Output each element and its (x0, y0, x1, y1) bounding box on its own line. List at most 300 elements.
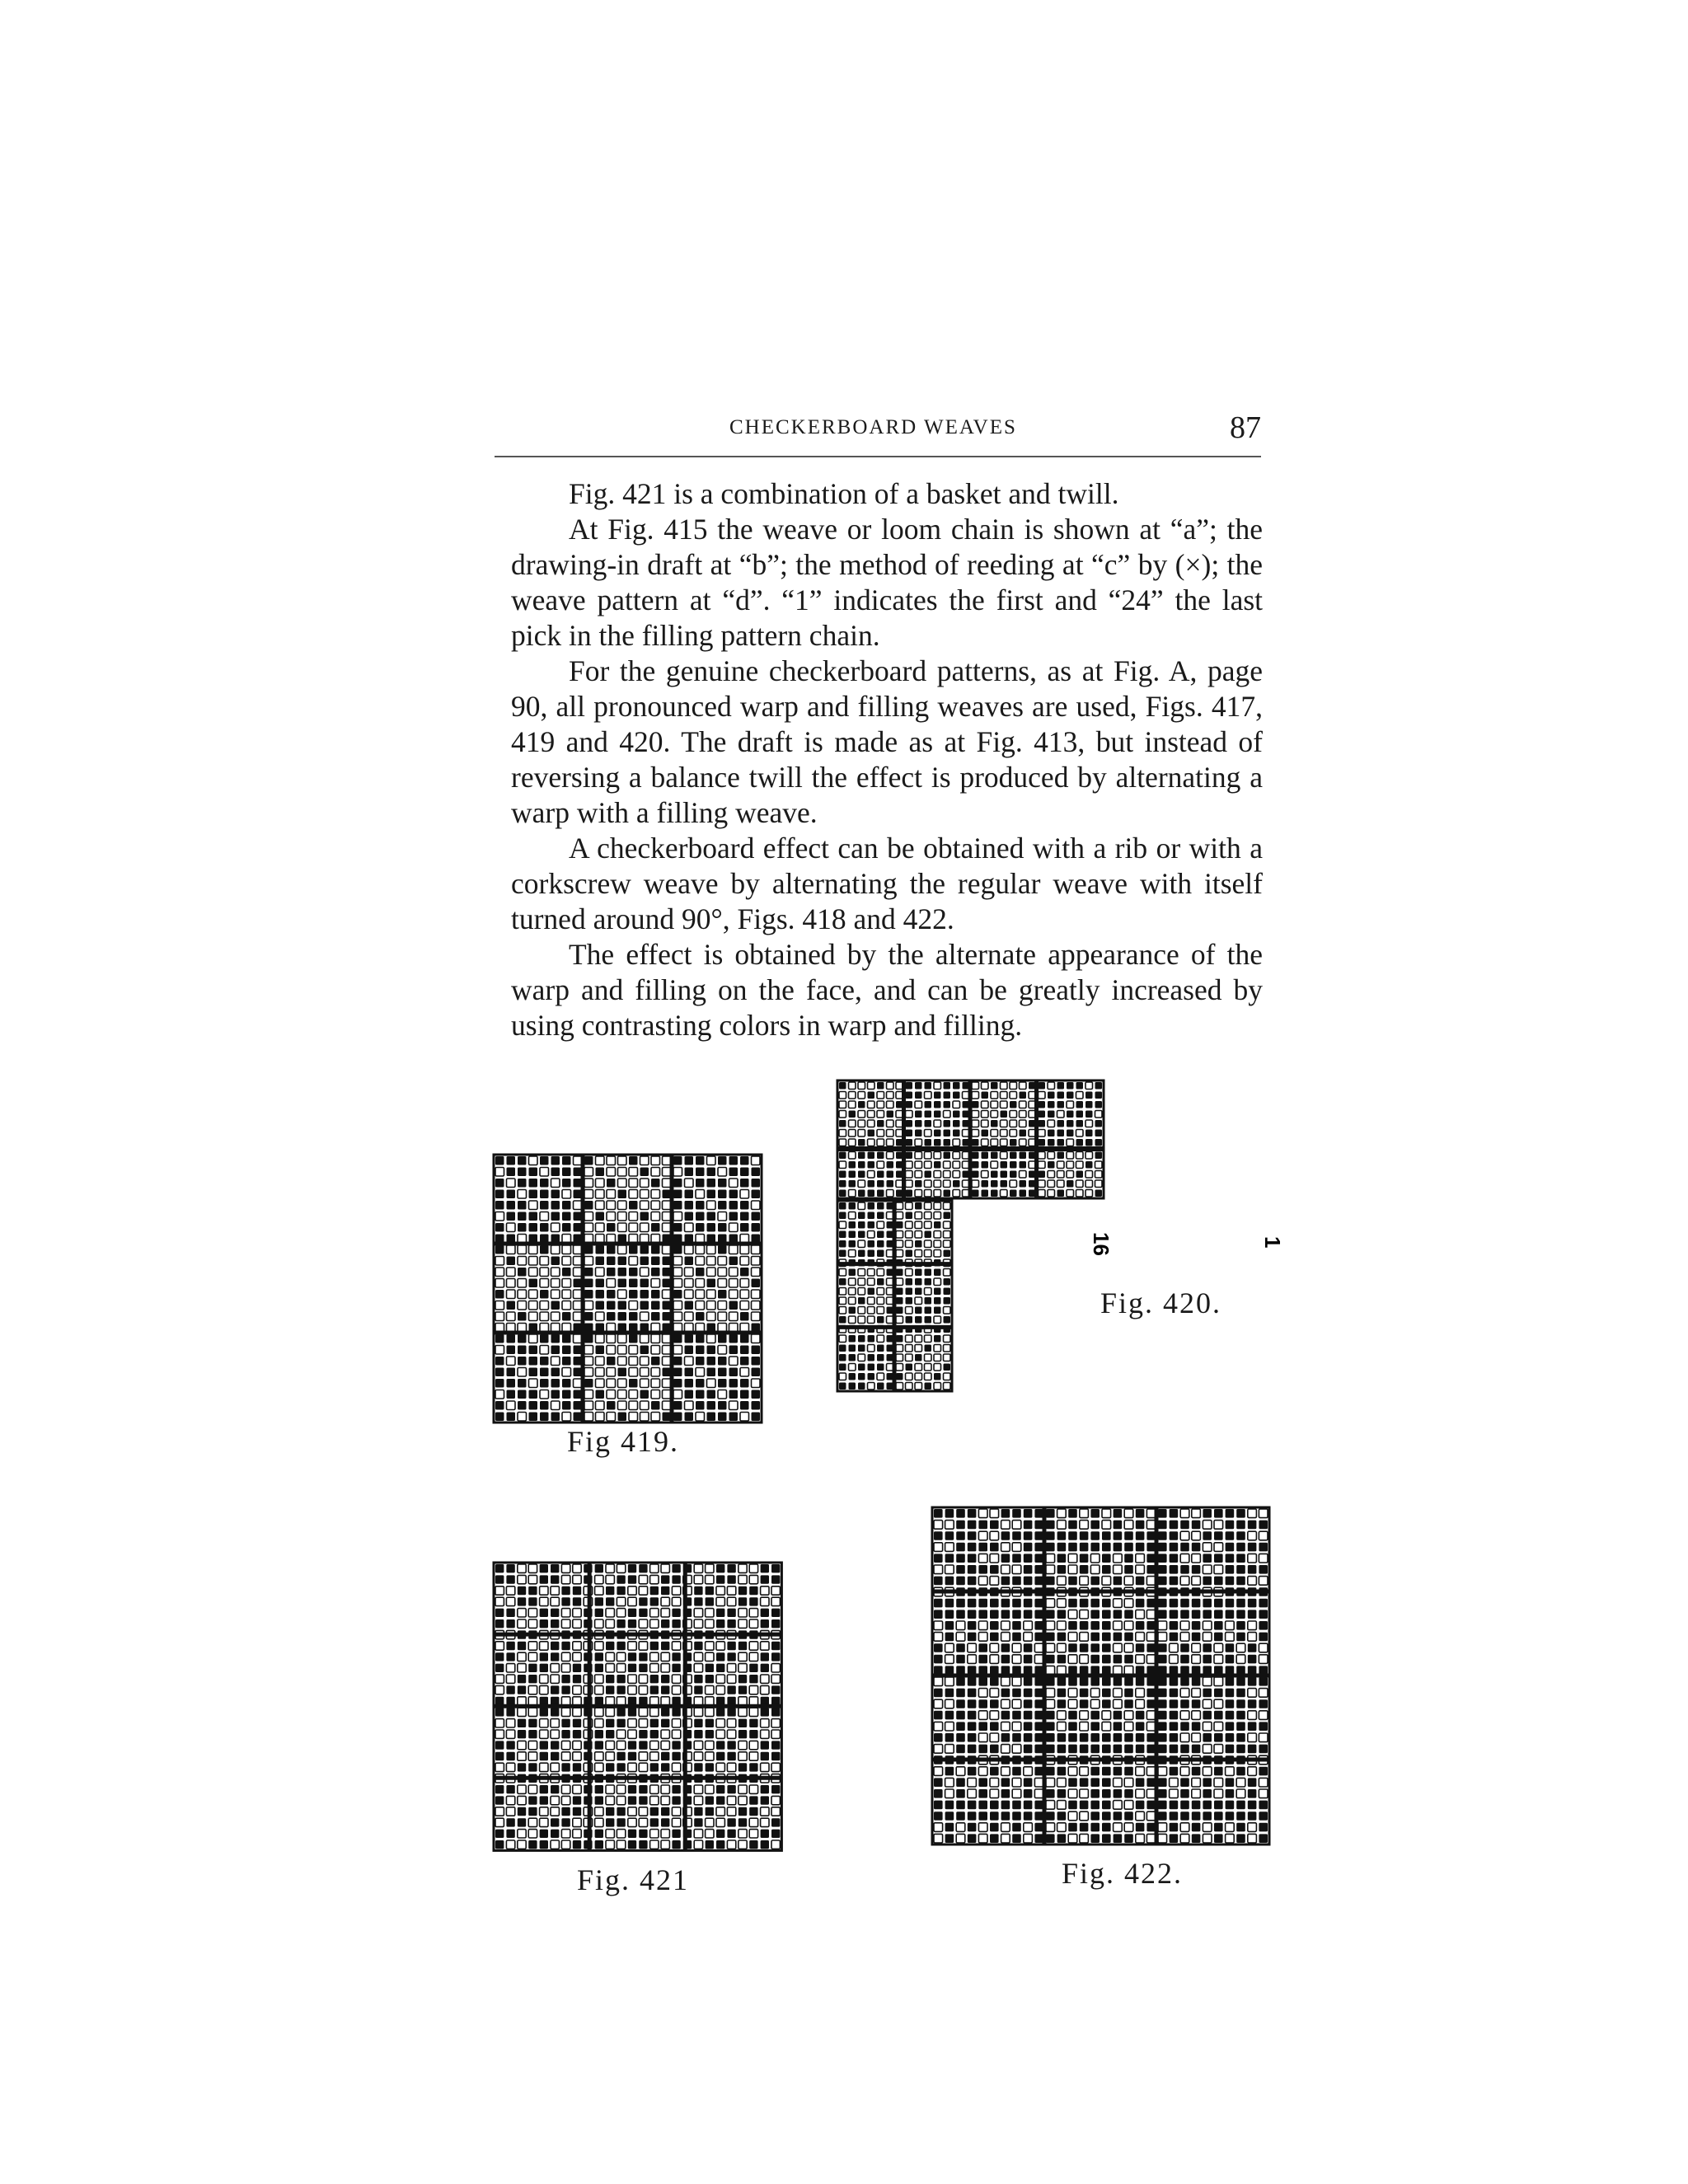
filled-cell (953, 1180, 960, 1188)
empty-cell (618, 1390, 627, 1399)
filled-cell (1068, 1823, 1077, 1832)
filled-cell (1057, 1531, 1067, 1540)
filled-cell (1046, 1521, 1055, 1530)
empty-cell (1057, 1778, 1067, 1787)
filled-cell (934, 1130, 941, 1137)
filled-cell (934, 1689, 943, 1698)
filled-cell (718, 1201, 727, 1210)
empty-cell (1085, 1152, 1093, 1160)
empty-cell (518, 1564, 526, 1572)
filled-cell (706, 1730, 714, 1738)
filled-cell (628, 1840, 636, 1849)
page-number: 87 (1230, 410, 1261, 445)
empty-cell (934, 1364, 941, 1371)
filled-cell (1203, 1610, 1212, 1619)
empty-cell (1010, 1082, 1017, 1090)
empty-cell (934, 1180, 941, 1188)
filled-cell (561, 1730, 570, 1738)
filled-cell (1170, 1767, 1179, 1776)
empty-cell (618, 1168, 627, 1177)
filled-cell (749, 1597, 757, 1605)
empty-cell (1076, 1161, 1084, 1169)
empty-cell (945, 1699, 954, 1708)
filled-cell (584, 1379, 593, 1388)
filled-cell (1068, 1722, 1077, 1731)
filled-cell (518, 1675, 526, 1683)
filled-cell (1034, 1811, 1043, 1821)
empty-cell (495, 1675, 504, 1683)
filled-cell (606, 1675, 614, 1683)
empty-cell (906, 1345, 913, 1352)
filled-cell (628, 1697, 636, 1705)
empty-cell (528, 1564, 537, 1572)
empty-cell (506, 1597, 514, 1605)
empty-cell (915, 1231, 922, 1239)
empty-cell (1124, 1823, 1133, 1832)
filled-cell (727, 1818, 735, 1826)
empty-cell (573, 1652, 581, 1661)
filled-cell (1226, 1599, 1235, 1608)
empty-cell (595, 1719, 603, 1727)
filled-cell (944, 1139, 951, 1146)
empty-cell (896, 1202, 903, 1210)
filled-cell (945, 1711, 954, 1720)
filled-cell (978, 1599, 987, 1608)
filled-cell (696, 1346, 705, 1355)
empty-cell (707, 1312, 716, 1321)
filled-cell (1226, 1677, 1235, 1686)
filled-cell (1236, 1823, 1245, 1832)
filled-cell (640, 1168, 649, 1177)
filled-cell (1214, 1767, 1223, 1776)
filled-cell (629, 1334, 638, 1343)
empty-cell (640, 1357, 649, 1366)
filled-cell (1102, 1643, 1111, 1652)
empty-cell (1057, 1722, 1067, 1731)
empty-cell (518, 1413, 527, 1422)
filled-cell (716, 1752, 724, 1760)
empty-cell (1146, 1577, 1156, 1586)
filled-cell (1012, 1599, 1021, 1608)
filled-cell (934, 1655, 943, 1664)
filled-cell (1102, 1733, 1111, 1742)
empty-cell (716, 1586, 724, 1595)
filled-cell (561, 1818, 570, 1826)
filled-cell (1068, 1621, 1077, 1630)
filled-cell (618, 1301, 627, 1310)
empty-cell (562, 1279, 571, 1288)
empty-cell (761, 1719, 769, 1727)
empty-cell (752, 1257, 761, 1266)
filled-cell (978, 1543, 987, 1552)
empty-cell (596, 1156, 605, 1165)
filled-cell (651, 1268, 660, 1277)
empty-cell (706, 1652, 714, 1661)
empty-cell (749, 1741, 757, 1749)
empty-cell (934, 1120, 941, 1127)
empty-cell (529, 1312, 538, 1321)
filled-cell (573, 1664, 581, 1672)
filled-cell (877, 1190, 884, 1197)
empty-cell (1259, 1643, 1268, 1652)
empty-cell (868, 1383, 875, 1390)
empty-cell (978, 1767, 987, 1776)
filled-cell (551, 1752, 559, 1760)
filled-cell (495, 1413, 504, 1422)
empty-cell (1214, 1722, 1223, 1731)
filled-cell (839, 1240, 846, 1248)
empty-cell (749, 1785, 757, 1793)
empty-cell (839, 1269, 846, 1277)
empty-cell (1226, 1633, 1235, 1642)
empty-cell (1214, 1789, 1223, 1798)
filled-cell (906, 1120, 913, 1127)
filled-cell (1226, 1554, 1235, 1563)
filled-cell (1068, 1599, 1077, 1608)
empty-cell (1046, 1666, 1055, 1675)
empty-cell (595, 1675, 603, 1683)
empty-cell (740, 1190, 749, 1199)
empty-cell (518, 1752, 526, 1760)
empty-cell (696, 1413, 705, 1422)
filled-cell (718, 1290, 727, 1299)
empty-cell (1214, 1655, 1223, 1664)
filled-cell (518, 1168, 527, 1177)
empty-cell (718, 1301, 727, 1310)
empty-cell (1203, 1565, 1212, 1574)
empty-cell (628, 1719, 636, 1727)
filled-cell (495, 1609, 504, 1617)
filled-cell (573, 1675, 581, 1683)
filled-cell (673, 1179, 682, 1188)
filled-cell (752, 1223, 761, 1232)
empty-cell (868, 1307, 875, 1315)
filled-cell (752, 1401, 761, 1410)
filled-cell (1170, 1801, 1179, 1810)
filled-cell (507, 1235, 516, 1244)
filled-cell (718, 1179, 727, 1188)
empty-cell (1067, 1152, 1074, 1160)
empty-cell (584, 1401, 593, 1410)
empty-cell (978, 1633, 987, 1642)
empty-cell (1203, 1521, 1212, 1530)
empty-cell (584, 1346, 593, 1355)
filled-cell (595, 1697, 603, 1705)
filled-cell (528, 1807, 537, 1816)
filled-cell (868, 1240, 875, 1248)
filled-cell (661, 1763, 669, 1771)
filled-cell (540, 1190, 549, 1199)
empty-cell (934, 1250, 941, 1258)
filled-cell (906, 1139, 913, 1146)
filled-cell (1214, 1599, 1223, 1608)
empty-cell (761, 1807, 769, 1816)
filled-cell (839, 1250, 846, 1258)
empty-cell (651, 1413, 660, 1422)
empty-cell (1057, 1577, 1067, 1586)
filled-cell (1180, 1778, 1189, 1787)
filled-cell (1024, 1565, 1033, 1574)
filled-cell (1080, 1666, 1089, 1675)
filled-cell (651, 1179, 660, 1188)
filled-cell (1010, 1101, 1017, 1108)
filled-cell (595, 1796, 603, 1804)
filled-cell (1236, 1834, 1245, 1843)
empty-cell (506, 1664, 514, 1672)
filled-cell (868, 1250, 875, 1258)
filled-cell (738, 1763, 747, 1771)
filled-cell (1068, 1745, 1077, 1754)
empty-cell (716, 1597, 724, 1605)
filled-cell (1203, 1577, 1212, 1586)
filled-cell (1180, 1655, 1189, 1664)
filled-cell (887, 1171, 894, 1179)
filled-cell (738, 1597, 747, 1605)
empty-cell (956, 1767, 965, 1776)
empty-cell (617, 1741, 625, 1749)
empty-cell (651, 1334, 660, 1343)
empty-cell (495, 1324, 504, 1333)
empty-cell (1012, 1677, 1021, 1686)
empty-cell (629, 1179, 638, 1188)
empty-cell (574, 1379, 583, 1388)
empty-cell (906, 1240, 913, 1248)
empty-cell (540, 1324, 549, 1333)
filled-cell (518, 1807, 526, 1816)
empty-cell (1203, 1677, 1212, 1686)
empty-cell (707, 1301, 716, 1310)
filled-cell (1158, 1599, 1167, 1608)
empty-cell (1076, 1180, 1084, 1188)
filled-cell (1170, 1722, 1179, 1731)
filled-cell (1102, 1531, 1111, 1540)
filled-cell (518, 1312, 527, 1321)
empty-cell (1048, 1171, 1055, 1179)
empty-cell (506, 1675, 514, 1683)
filled-cell (761, 1708, 769, 1716)
empty-cell (849, 1297, 856, 1305)
empty-cell (978, 1834, 987, 1843)
fig-422-grid (931, 1507, 1282, 1849)
filled-cell (707, 1190, 716, 1199)
empty-cell (749, 1642, 757, 1650)
filled-cell (1046, 1655, 1055, 1664)
filled-cell (629, 1279, 638, 1288)
filled-cell (1180, 1643, 1189, 1652)
filled-cell (858, 1335, 865, 1343)
empty-cell (990, 1733, 999, 1742)
empty-cell (574, 1201, 583, 1210)
filled-cell (1170, 1689, 1179, 1698)
filled-cell (495, 1201, 504, 1210)
empty-cell (1102, 1722, 1111, 1731)
empty-cell (694, 1708, 702, 1716)
filled-cell (595, 1840, 603, 1849)
filled-cell (1236, 1811, 1245, 1821)
empty-cell (953, 1139, 960, 1146)
empty-cell (1180, 1633, 1189, 1642)
filled-cell (528, 1730, 537, 1738)
empty-cell (606, 1796, 614, 1804)
filled-cell (1102, 1789, 1111, 1798)
filled-cell (672, 1697, 680, 1705)
filled-cell (868, 1092, 875, 1099)
filled-cell (740, 1179, 749, 1188)
filled-cell (696, 1223, 705, 1232)
filled-cell (839, 1180, 846, 1188)
filled-cell (934, 1111, 941, 1118)
filled-cell (1192, 1767, 1201, 1776)
filled-cell (1090, 1509, 1100, 1518)
empty-cell (529, 1334, 538, 1343)
filled-cell (1146, 1554, 1156, 1563)
empty-cell (1068, 1689, 1077, 1698)
empty-cell (540, 1268, 549, 1277)
filled-cell (650, 1763, 659, 1771)
empty-cell (518, 1619, 526, 1628)
empty-cell (1146, 1655, 1156, 1664)
filled-cell (663, 1279, 672, 1288)
empty-cell (925, 1221, 932, 1229)
filled-cell (574, 1368, 583, 1377)
filled-cell (934, 1509, 943, 1518)
empty-cell (906, 1383, 913, 1390)
empty-cell (868, 1297, 875, 1305)
filled-cell (740, 1168, 749, 1177)
filled-cell (561, 1719, 570, 1727)
filled-cell (849, 1171, 856, 1179)
filled-cell (639, 1697, 647, 1705)
empty-cell (925, 1354, 932, 1361)
filled-cell (685, 1334, 694, 1343)
empty-cell (858, 1316, 865, 1324)
empty-cell (706, 1642, 714, 1650)
filled-cell (661, 1642, 669, 1650)
empty-cell (551, 1763, 559, 1771)
empty-cell (1046, 1599, 1055, 1608)
filled-cell (529, 1346, 538, 1355)
empty-cell (877, 1111, 884, 1118)
empty-cell (518, 1652, 526, 1661)
empty-cell (1067, 1139, 1074, 1146)
filled-cell (1001, 1778, 1010, 1787)
empty-cell (663, 1334, 672, 1343)
empty-cell (934, 1543, 943, 1552)
empty-cell (925, 1161, 932, 1169)
filled-cell (1170, 1834, 1179, 1843)
filled-cell (934, 1666, 943, 1675)
empty-cell (1020, 1120, 1027, 1127)
filled-cell (877, 1354, 884, 1361)
filled-cell (640, 1324, 649, 1333)
empty-cell (978, 1823, 987, 1832)
empty-cell (561, 1575, 570, 1583)
filled-cell (956, 1811, 965, 1821)
filled-cell (956, 1677, 965, 1686)
empty-cell (761, 1763, 769, 1771)
filled-cell (1039, 1101, 1046, 1108)
filled-cell (529, 1168, 538, 1177)
filled-cell (1236, 1521, 1245, 1530)
filled-cell (1226, 1509, 1235, 1518)
filled-cell (629, 1379, 638, 1388)
filled-cell (944, 1297, 951, 1305)
empty-cell (696, 1279, 705, 1288)
empty-cell (887, 1092, 894, 1099)
empty-cell (1114, 1778, 1123, 1787)
empty-cell (1136, 1565, 1145, 1574)
empty-cell (706, 1619, 714, 1628)
filled-cell (727, 1741, 735, 1749)
empty-cell (944, 1335, 951, 1343)
filled-cell (551, 1190, 560, 1199)
filled-cell (606, 1597, 614, 1605)
filled-cell (738, 1807, 747, 1816)
empty-cell (956, 1834, 965, 1843)
filled-cell (1170, 1811, 1179, 1821)
empty-cell (651, 1279, 660, 1288)
filled-cell (727, 1697, 735, 1705)
filled-cell (696, 1357, 705, 1366)
filled-cell (752, 1368, 761, 1377)
empty-cell (1124, 1577, 1133, 1586)
empty-cell (839, 1307, 846, 1315)
empty-cell (868, 1231, 875, 1239)
filled-cell (849, 1383, 856, 1390)
filled-cell (551, 1830, 559, 1838)
filled-cell (618, 1413, 627, 1422)
empty-cell (518, 1235, 527, 1244)
empty-cell (906, 1354, 913, 1361)
empty-cell (849, 1139, 856, 1146)
empty-cell (1214, 1677, 1223, 1686)
filled-cell (651, 1223, 660, 1232)
empty-cell (968, 1655, 977, 1664)
filled-cell (1102, 1599, 1111, 1608)
filled-cell (1214, 1554, 1223, 1563)
empty-cell (694, 1564, 702, 1572)
empty-cell (617, 1730, 625, 1738)
empty-cell (706, 1697, 714, 1705)
filled-cell (953, 1082, 960, 1090)
empty-cell (858, 1120, 865, 1127)
filled-cell (1102, 1834, 1111, 1843)
empty-cell (1057, 1621, 1067, 1630)
filled-cell (1024, 1789, 1033, 1798)
filled-cell (562, 1401, 571, 1410)
filled-cell (1248, 1789, 1257, 1798)
filled-cell (915, 1180, 922, 1188)
filled-cell (1226, 1745, 1235, 1754)
filled-cell (752, 1168, 761, 1177)
empty-cell (1048, 1152, 1055, 1160)
empty-cell (1067, 1190, 1074, 1197)
filled-cell (1259, 1834, 1268, 1843)
filled-cell (1012, 1733, 1021, 1742)
filled-cell (990, 1834, 999, 1843)
filled-cell (915, 1082, 922, 1090)
filled-cell (1226, 1733, 1235, 1742)
empty-cell (877, 1101, 884, 1108)
filled-cell (1114, 1633, 1123, 1642)
filled-cell (1090, 1733, 1100, 1742)
empty-cell (990, 1554, 999, 1563)
empty-cell (650, 1564, 659, 1572)
empty-cell (716, 1719, 724, 1727)
empty-cell (584, 1212, 593, 1221)
empty-cell (944, 1383, 951, 1390)
filled-cell (1068, 1521, 1077, 1530)
